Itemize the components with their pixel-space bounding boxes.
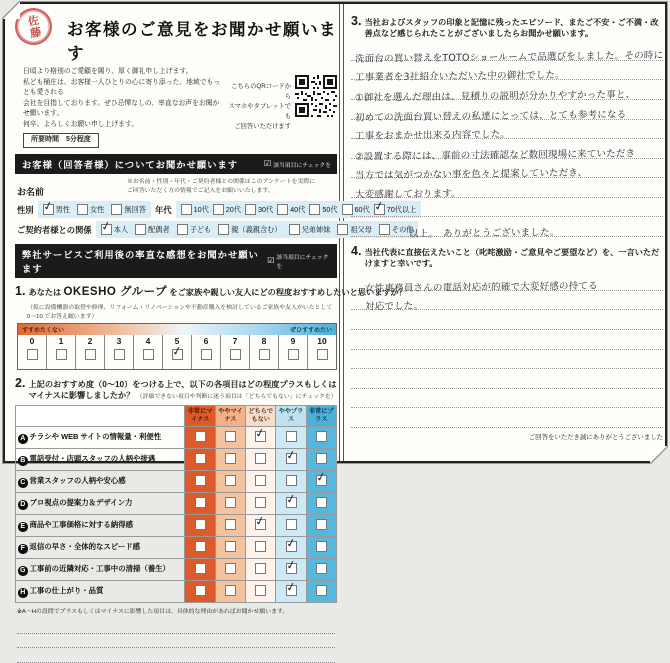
answer-line[interactable]: [351, 408, 663, 428]
relation-option[interactable]: [218, 224, 281, 235]
recommend-scale: [17, 323, 337, 370]
page-curl-top-left: [2, 1, 20, 19]
section-bar-survey-label: 弊社サービスご利用後の率直な感想をお聞かせ願います: [22, 250, 259, 275]
checkbox[interactable]: [316, 497, 327, 508]
evaluation-cell[interactable]: [276, 449, 306, 471]
question-4-text: 当社代表に直接伝えたいこと（叱咤激励・ご意見やご要望など）を、一言いただけますと幸いです。: [364, 248, 660, 269]
checkbox[interactable]: [317, 349, 328, 360]
checkbox-checked[interactable]: [172, 349, 183, 360]
scale-number: 3: [116, 335, 122, 346]
handwritten-text: 工事業者を3社紹介いただいた中の御社でした。: [354, 70, 566, 84]
relation-option-label: 兄弟姉妹: [301, 224, 331, 234]
handwritten-text: ②設置する際には、事前の寸法確認など数回現場に来ていただき: [354, 147, 636, 163]
evaluation-row-label: C 営業スタッフの人柄や安心感: [16, 471, 185, 493]
answer-line[interactable]: [351, 217, 663, 240]
handwritten-text: ①御社を選んだ理由は、見積りの説明が分かりやすかった事と、: [354, 89, 636, 104]
name-label: お名前: [17, 187, 45, 198]
evaluation-cell[interactable]: [306, 537, 336, 559]
evaluation-note: ※A～Hの設問でプラスもしくはマイナスに影響した項目は、具体的な理由があればお聞かせ願います。: [17, 609, 289, 616]
checkbox[interactable]: [225, 431, 236, 442]
question-3-answer-area: [351, 41, 664, 240]
stamp-text: 佐藤: [25, 13, 42, 40]
name-note-line: ご回答いただく方の情報でご記入をお願いいたします。: [127, 187, 274, 194]
evaluation-cell[interactable]: [215, 515, 245, 537]
checkbox[interactable]: [195, 453, 206, 464]
checkbox[interactable]: [195, 431, 206, 442]
evaluation-cell[interactable]: [306, 427, 336, 449]
checkbox-checked[interactable]: [286, 497, 297, 508]
answer-line[interactable]: [351, 198, 663, 218]
relation-option-label: 本人: [113, 224, 129, 234]
checkbox[interactable]: [225, 563, 236, 574]
scale-option-2[interactable]: [76, 335, 105, 369]
checkbox[interactable]: [225, 475, 236, 486]
question-4-number: 4.: [351, 244, 362, 259]
checkbox[interactable]: [286, 431, 297, 442]
evaluation-cell[interactable]: [246, 427, 276, 449]
scale-option-5[interactable]: [163, 335, 192, 369]
checkbox[interactable]: [195, 585, 206, 596]
answer-line[interactable]: [351, 389, 663, 409]
checkbox[interactable]: [316, 541, 327, 552]
checkbox[interactable]: [135, 224, 146, 235]
checkbox[interactable]: [255, 563, 266, 574]
relation-option-label: 親（義親含む）: [231, 224, 282, 234]
evaluation-cell[interactable]: [246, 493, 276, 515]
page-title: お客様のご意見をお聞かせ願います: [67, 21, 337, 63]
column-header: 非常にマイナス: [185, 405, 215, 427]
q1-text-before: あなたは: [28, 288, 62, 298]
answer-line[interactable]: [351, 271, 663, 295]
evaluation-row: [16, 471, 337, 493]
name-note-line: ※お名前・性別・年代・ご契約者様との関係はこのアンケートを実際に: [127, 179, 316, 186]
checkbox[interactable]: [27, 349, 38, 360]
intro-text: [23, 67, 223, 148]
evaluation-cell[interactable]: [246, 537, 276, 559]
header-blank-cell: [16, 405, 185, 427]
free-comment-line[interactable]: [17, 648, 335, 663]
row-letter-badge: A: [18, 434, 28, 444]
checkbox[interactable]: [143, 349, 154, 360]
question-1-subtext: （仮に設備機器の取替や修理、リフォーム・リノベーションや不動産購入を検討しているご家族や友人がいたとして 0～10 でお答え願います）: [27, 304, 333, 320]
column-header: どちらでもない: [246, 405, 276, 427]
scale-number: 2: [87, 335, 93, 346]
evaluation-cell[interactable]: [215, 493, 245, 515]
checkbox-checked[interactable]: [286, 453, 297, 464]
gender-option-label: 男性: [55, 204, 70, 214]
relation-label: ご契約者様との関係: [17, 224, 92, 235]
evaluation-row: [16, 427, 337, 449]
age-option-label: 40代: [290, 204, 306, 214]
evaluation-row-label: B 電話受付・店頭スタッフの人柄や接遇: [16, 449, 185, 471]
evaluation-cell[interactable]: [276, 559, 306, 581]
evaluation-cell[interactable]: [215, 559, 245, 581]
evaluation-table-header: [16, 405, 337, 427]
relation-option[interactable]: [101, 224, 128, 235]
scale-option-10[interactable]: [308, 335, 336, 369]
handwritten-text: 初めての洗面台買い替えの私達にとっては、とても参考になる: [354, 108, 627, 124]
answer-line[interactable]: [351, 178, 663, 201]
evaluation-cell[interactable]: [306, 471, 336, 493]
gender-options: [38, 201, 151, 218]
thank-you-note: ご回答をいただき誠にありがとうございました: [528, 433, 663, 441]
question-4: [351, 244, 663, 269]
question-3: [351, 14, 663, 39]
checkbox[interactable]: [195, 541, 206, 552]
gender-option[interactable]: [111, 204, 146, 215]
age-label: 年代: [154, 204, 172, 215]
checkbox[interactable]: [337, 224, 348, 235]
free-comment-line[interactable]: [17, 619, 335, 634]
scale-number: 6: [203, 335, 209, 346]
evaluation-row: [16, 515, 337, 537]
age-option[interactable]: [213, 204, 241, 215]
row-letter-badge: G: [18, 566, 28, 576]
evaluation-cell[interactable]: [215, 427, 245, 449]
row-letter-badge: B: [18, 456, 28, 466]
scale-gradient-bar: [18, 324, 336, 335]
scale-option-6[interactable]: [192, 335, 221, 369]
checked-box-icon: ☑: [264, 159, 272, 169]
checkbox-checked[interactable]: [316, 475, 327, 486]
evaluation-cell[interactable]: [276, 471, 306, 493]
checkbox-checked[interactable]: [286, 585, 297, 596]
evaluation-cell[interactable]: [306, 581, 336, 603]
evaluation-cell[interactable]: [215, 581, 245, 603]
evaluation-row: [16, 493, 337, 515]
checkbox[interactable]: [195, 563, 206, 574]
brand-name: OKESHO グループ: [63, 286, 168, 299]
age-option-label: 20代: [225, 204, 241, 214]
checkbox-checked[interactable]: [286, 541, 297, 552]
gender-option[interactable]: [43, 204, 70, 215]
evaluation-cell[interactable]: [185, 493, 215, 515]
checkbox[interactable]: [316, 431, 327, 442]
evaluation-cell[interactable]: [246, 581, 276, 603]
answer-line[interactable]: [351, 350, 663, 370]
scale-number: 8: [261, 335, 267, 346]
answer-line[interactable]: [351, 120, 663, 143]
checkbox[interactable]: [225, 541, 236, 552]
checkbox-checked[interactable]: [286, 563, 297, 574]
free-comment-line[interactable]: [17, 634, 335, 649]
row-letter-badge: F: [18, 544, 28, 554]
answer-line[interactable]: [351, 41, 664, 65]
checkbox[interactable]: [213, 204, 224, 215]
qr-note-line: ご回答いただけます: [234, 123, 291, 131]
check-items-badge-label: 該当項目にチェックを: [276, 255, 329, 271]
handwritten-text: 洗面台の買い替えをTOTOショールームで品選びをしました。その時に: [354, 49, 664, 65]
checked-box-icon: ☑: [267, 256, 275, 266]
age-option[interactable]: [181, 204, 209, 215]
checkbox[interactable]: [85, 349, 96, 360]
gender-option-label: 女性: [90, 204, 105, 214]
answer-line[interactable]: [351, 100, 663, 124]
checkbox[interactable]: [255, 475, 266, 486]
evaluation-cell[interactable]: [276, 427, 306, 449]
checkbox[interactable]: [255, 497, 266, 508]
scale-option-4[interactable]: [134, 335, 163, 369]
scale-number: 5: [174, 335, 180, 346]
evaluation-row: [16, 449, 337, 471]
column-header: ややマイナス: [215, 405, 245, 427]
answer-line[interactable]: [351, 310, 663, 330]
qr-area: [227, 75, 337, 148]
evaluation-cell[interactable]: [246, 471, 276, 493]
check-items-badge: [264, 160, 331, 169]
checkbox[interactable]: [230, 349, 241, 360]
evaluation-cell[interactable]: [276, 537, 306, 559]
checkbox[interactable]: [316, 519, 327, 530]
question-1-number: 1.: [15, 284, 26, 299]
checkbox-checked[interactable]: [43, 204, 54, 215]
evaluation-row-label: A チラシや WEB サイトの情報量・利便性: [16, 427, 185, 449]
question-2-number: 2.: [15, 375, 26, 390]
scale-number: 9: [290, 335, 296, 346]
scale-option-8[interactable]: [250, 335, 279, 369]
checkbox[interactable]: [114, 349, 125, 360]
checkbox[interactable]: [259, 349, 270, 360]
evaluation-cell[interactable]: [246, 515, 276, 537]
page-curl-bottom-right: [650, 446, 668, 464]
evaluation-cell[interactable]: [306, 559, 336, 581]
scale-number: 0: [29, 335, 35, 346]
evaluation-row: [16, 581, 337, 603]
checkbox[interactable]: [225, 453, 236, 464]
scale-option-7[interactable]: [221, 335, 250, 369]
checkbox[interactable]: [255, 541, 266, 552]
question-4-answer-area: [351, 271, 663, 428]
column-header: 非常にプラス: [306, 405, 336, 427]
answer-line[interactable]: [351, 330, 663, 350]
gender-option[interactable]: [77, 204, 104, 215]
section-bar-survey: [15, 244, 337, 278]
evaluation-row: [16, 559, 337, 581]
question-3-number: 3.: [351, 14, 362, 28]
age-option[interactable]: [277, 204, 305, 215]
evaluation-cell[interactable]: [185, 559, 215, 581]
checkbox[interactable]: [225, 585, 236, 596]
relation-option-label: 配偶者: [148, 224, 170, 234]
name-row: [17, 178, 335, 198]
evaluation-row: [16, 537, 337, 559]
handwritten-text: 以上。 ありがとうございました。: [408, 227, 560, 240]
evaluation-cell[interactable]: [246, 449, 276, 471]
intro-line: 日頃より格別のご愛顧を賜り、厚く御礼申し上げます。: [23, 68, 193, 75]
question-2-subtext: （評価できない項目や判断に迷う項目は「どちらでもない」にチェックを）: [136, 393, 337, 400]
qr-code: [295, 75, 337, 117]
age-option-label: 60代: [354, 204, 370, 214]
section-bar-about-label: お客様（回答者様）についてお聞かせ願います: [22, 160, 239, 171]
checkbox[interactable]: [245, 204, 256, 215]
checkbox[interactable]: [316, 563, 327, 574]
check-items-badge-label: 該当項目にチェックを: [273, 162, 331, 169]
age-option[interactable]: [245, 204, 273, 215]
scale-number: 10: [317, 335, 327, 346]
qr-note-line: こちらのQRコードから: [231, 83, 291, 101]
checkbox[interactable]: [195, 519, 206, 530]
intro-line: 会社を目指しております。ぜひ忌憚なしの、率直なお声をお聞かせ願います。: [23, 99, 220, 118]
evaluation-cell[interactable]: [215, 537, 245, 559]
evaluation-cell[interactable]: [185, 537, 215, 559]
evaluation-cell[interactable]: [276, 493, 306, 515]
age-option-label: 50代: [322, 204, 338, 214]
checkbox[interactable]: [77, 204, 88, 215]
evaluation-row-label: F 返信の早さ・全体的なスピード感: [16, 537, 185, 559]
checkbox[interactable]: [255, 453, 266, 464]
evaluation-cell[interactable]: [306, 449, 336, 471]
row-letter-badge: H: [18, 588, 28, 598]
evaluation-row-label: H 工事の仕上がり・品質: [16, 581, 185, 603]
checkbox[interactable]: [111, 204, 122, 215]
scale-option-9[interactable]: [279, 335, 308, 369]
handwritten-text: 当方では気がつかない事を色々と提案していただき、: [354, 167, 588, 182]
qr-note-line: スマホやタブレットでも: [228, 103, 291, 121]
checkbox[interactable]: [316, 453, 327, 464]
relation-option[interactable]: [289, 224, 331, 235]
row-letter-badge: C: [18, 478, 28, 488]
relation-row: [17, 221, 414, 238]
answer-line[interactable]: [351, 139, 663, 163]
scale-option-3[interactable]: [105, 335, 134, 369]
intro-block: [23, 67, 337, 148]
checkbox[interactable]: [177, 224, 188, 235]
checkbox-checked[interactable]: [255, 431, 266, 442]
age-option-label: 10代: [193, 204, 209, 214]
handwritten-text: 大変感謝しております。: [354, 188, 462, 201]
checkbox[interactable]: [288, 349, 299, 360]
evaluation-cell[interactable]: [185, 427, 215, 449]
gender-age-row: [17, 201, 417, 218]
evaluation-cell[interactable]: [276, 581, 306, 603]
evaluation-cell[interactable]: [185, 471, 215, 493]
checkbox[interactable]: [277, 204, 288, 215]
checkbox[interactable]: [181, 204, 192, 215]
scale-right-label: ぜひすすめたい: [289, 327, 332, 334]
handwritten-text: 対応でした。: [364, 301, 424, 313]
evaluation-row-label: G 工事前の近隣対応・工事中の清掃（養生）: [16, 559, 185, 581]
age-option[interactable]: [309, 204, 337, 215]
checkbox[interactable]: [255, 585, 266, 596]
relation-option-label: 子ども: [189, 224, 212, 234]
age-option-label: 70代以上: [386, 204, 417, 214]
checkbox[interactable]: [225, 497, 236, 508]
q1-text-after: をご家族や親しい友人にどの程度おすすめしたいと思いますか？: [169, 288, 407, 298]
question-1: [15, 284, 407, 301]
question-3-text: 当社およびスタッフの印象と記憶に残ったエピソード、またご不安・ご不満・改善点など感じられたことがございましたらお聞かせ願います。: [364, 18, 659, 39]
scale-option-1[interactable]: [47, 335, 76, 369]
column-header: ややプラス: [276, 405, 306, 427]
free-comment-lines: [15, 619, 337, 663]
evaluation-cell[interactable]: [185, 515, 215, 537]
gender-label: 性別: [17, 204, 34, 215]
scale-number: 4: [145, 335, 151, 346]
checkbox[interactable]: [195, 475, 206, 486]
scale-left-label: すすめたくない: [22, 327, 65, 334]
evaluation-row-label: E 商品や工事価格に対する納得感: [16, 515, 185, 537]
checkbox[interactable]: [286, 475, 297, 486]
section-bar-about: [15, 154, 337, 174]
handwritten-text: 工事をおまかせ出来る内容でした。: [354, 129, 511, 143]
checkbox[interactable]: [225, 519, 236, 530]
answer-line[interactable]: [351, 80, 663, 104]
answer-line[interactable]: [351, 61, 663, 84]
checkbox[interactable]: [309, 204, 320, 215]
evaluation-cell[interactable]: [246, 559, 276, 581]
evaluation-cell[interactable]: [306, 493, 336, 515]
scale-cells: [18, 335, 336, 369]
scale-option-0[interactable]: [18, 335, 47, 369]
row-letter-badge: E: [18, 522, 28, 532]
answer-line[interactable]: [351, 159, 663, 182]
answer-line[interactable]: [351, 369, 663, 389]
relation-option[interactable]: [177, 224, 212, 235]
question-2-text: [28, 379, 337, 402]
evaluation-cell[interactable]: [185, 449, 215, 471]
intro-line: 私ども桶庄は、お客様一人ひとりの心に寄り添った、地域でもっとも愛される: [23, 78, 221, 97]
name-note: [127, 178, 335, 198]
evaluation-cell[interactable]: [215, 449, 245, 471]
checkbox[interactable]: [195, 497, 206, 508]
age-option-label: 30代: [257, 204, 274, 214]
qr-note: [227, 82, 291, 148]
checkbox[interactable]: [201, 349, 212, 360]
answer-line[interactable]: [351, 291, 663, 311]
handwritten-text: 女性事務員さんの電話対応が的確で大変好感の持てる: [364, 280, 598, 295]
evaluation-cell[interactable]: [276, 515, 306, 537]
evaluation-cell[interactable]: [215, 471, 245, 493]
right-column: [351, 10, 663, 462]
evaluation-row-label: D プロ視点の提案力＆デザイン力: [16, 493, 185, 515]
relation-option-label: 祖父母: [350, 224, 372, 234]
checkbox[interactable]: [289, 224, 300, 235]
time-required-box: 所要時間 5分程度: [23, 133, 99, 148]
relation-option-label: その他: [391, 224, 414, 234]
checkbox[interactable]: [286, 519, 297, 530]
evaluation-cell[interactable]: [306, 515, 336, 537]
relation-option[interactable]: [135, 224, 170, 235]
scale-number: 7: [232, 335, 238, 346]
survey-sheet: [3, 2, 667, 616]
checkbox-checked[interactable]: [101, 224, 112, 235]
checkbox[interactable]: [316, 585, 327, 596]
gender-option-label: 無回答: [124, 204, 146, 214]
intro-line: 何卒、よろしくお願い申し上げます。: [23, 120, 139, 128]
scale-number: 1: [58, 335, 64, 346]
question-2: [15, 376, 337, 402]
checkbox-checked[interactable]: [255, 519, 266, 530]
checkbox[interactable]: [218, 224, 229, 235]
check-items-badge: [267, 252, 331, 270]
row-letter-badge: D: [18, 500, 28, 510]
evaluation-cell[interactable]: [185, 581, 215, 603]
evaluation-table: [15, 405, 337, 604]
checkbox[interactable]: [56, 349, 67, 360]
q2-text: 上記のおすすめ度（0～10）をつける上で、以下の各項目はどの程度プラスもしくはマイナスに影響しましたか？: [28, 379, 337, 400]
